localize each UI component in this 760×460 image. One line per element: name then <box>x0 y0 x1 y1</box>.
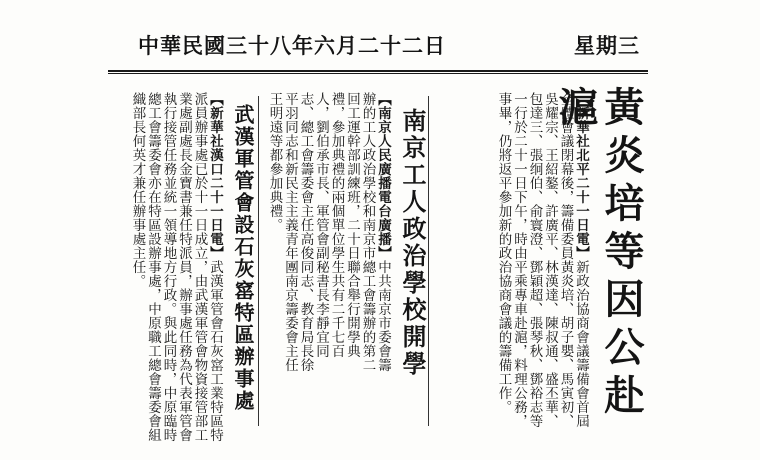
article-2-body-block <box>262 92 390 372</box>
masthead <box>108 30 648 70</box>
article-2-dateline: 【南京人民廣播電台廣播】 <box>375 92 391 260</box>
masthead-rule-thin <box>108 73 648 74</box>
article-1-body: 新政治協商會議籌備會首屆全體會議閉幕後，籌備委員黃炎培、胡子嬰、馬寅初、吳耀宗、王紹鏊、許廣平、林漢達、陳叔通、盛丕華、包達三、張䌹伯、俞寰澄、鄧穎超、張琴秋、鄧裕志等一行於二十一日下午，時由平乘專車赴滬，料理公務，事畢，仍將返平參加新的政治協商會議的籌備工作。 <box>495 92 589 428</box>
article-3-body-block <box>108 92 222 446</box>
article-1-headline: 黃炎培等因公赴滬 <box>552 86 645 422</box>
column-divider <box>258 96 259 426</box>
masthead-rule <box>108 70 648 72</box>
article-3-body: 武漢軍管會石灰窰工業特區特派員辦事處已於十一日成立，由武漢軍管會物資接管部工業處副處長金寶書兼任特派員，辦事處任務為代表軍管會執行接管任務並統一領導地方行政。與此同時，中原臨時總工會籌委會亦在特區設辦事處，中原職工總會籌委會組織部長何英才兼任辦事處主任。 <box>129 92 223 442</box>
article-1-dateline: 【新華社北平二十一日電】 <box>573 92 589 260</box>
article-1-body-block <box>432 92 588 434</box>
column-divider <box>428 96 429 426</box>
article-2-body: 中共南京市委會籌辦的工人政治學校和南京市總工會籌辦的第二回工運幹部訓練班，二十日聯合舉行開學典禮，參加典禮的兩個單位學生共有二千七百人，劉伯承市長、軍管會副秘書長李靜宜同志、總工會籌委會主任高俊同志、教育局長徐平羽同志和新民主主義青年團南京籌委會主任王明遠等都參加典禮。 <box>266 92 391 372</box>
article-2-headline: 南京工人政治學校開學 <box>398 108 427 378</box>
article-3-dateline: 【新華社漢口二十一日電】 <box>207 92 223 260</box>
masthead-weekday: 星期三 <box>574 33 640 58</box>
article-3-headline: 武漢軍管會設石灰窰特區辦事處 <box>231 104 255 412</box>
masthead-date: 中華民國三十八年六月二十二日 <box>138 33 446 58</box>
